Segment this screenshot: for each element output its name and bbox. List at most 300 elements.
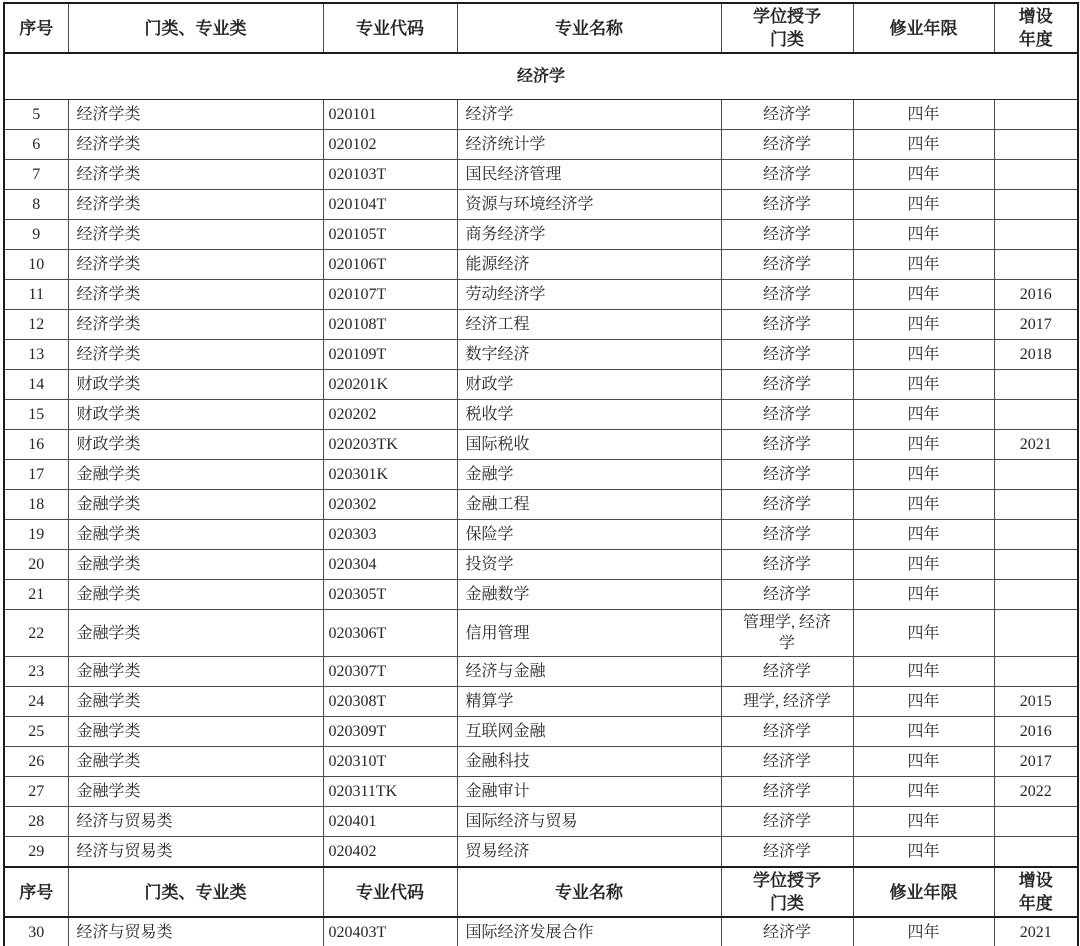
cell-degree	[721, 687, 853, 717]
table-row	[4, 220, 1078, 250]
cell-category	[68, 280, 323, 310]
cell-text: 经济学	[762, 813, 811, 831]
cell-name	[457, 160, 721, 190]
cell-category	[68, 340, 323, 370]
cell-no	[4, 160, 68, 190]
cell-added	[994, 837, 1078, 868]
cell-name	[457, 807, 721, 837]
cell-code	[323, 340, 457, 370]
cell-code	[323, 220, 457, 250]
cell-text: 27	[28, 783, 45, 800]
table-row	[4, 610, 1078, 657]
cell-text: 020301K	[328, 466, 389, 483]
cell-no	[4, 687, 68, 717]
cell-text: 经济学	[762, 136, 811, 154]
cell-years	[853, 717, 994, 747]
cell-text: 四年	[907, 753, 940, 770]
cell-text: 16	[28, 436, 45, 453]
cell-text: 6	[32, 136, 41, 153]
cell-text: 020308T	[328, 693, 387, 710]
cell-text: 经济与贸易类	[76, 924, 173, 941]
table-row	[4, 687, 1078, 717]
table-row	[4, 160, 1078, 190]
cell-text: 财政学类	[76, 376, 141, 393]
table-row	[4, 657, 1078, 687]
cell-no	[4, 657, 68, 687]
cell-category	[68, 310, 323, 340]
cell-text: 经济学类	[76, 346, 141, 363]
cell-text: 四年	[907, 256, 940, 273]
cell-text: 020203TK	[328, 436, 398, 453]
cell-text: 020106T	[328, 256, 387, 273]
table-row	[4, 460, 1078, 490]
cell-text: 2017	[1019, 316, 1052, 333]
cell-text: 国际税收	[465, 436, 530, 453]
cell-code	[323, 190, 457, 220]
cell-added	[994, 310, 1078, 340]
cell-years	[853, 190, 994, 220]
cell-years	[853, 130, 994, 160]
cell-degree	[721, 777, 853, 807]
cell-name	[457, 100, 721, 130]
cell-text: 四年	[907, 693, 940, 710]
table-row	[4, 280, 1078, 310]
cell-years	[853, 550, 994, 580]
table-row	[4, 837, 1078, 868]
cell-no	[4, 777, 68, 807]
cell-code	[323, 610, 457, 657]
cell-text: 经济学	[762, 723, 811, 741]
cell-code	[323, 657, 457, 687]
cell-text: 经济学	[762, 166, 811, 184]
header-category: 门类、专业类	[68, 3, 323, 53]
cell-text: 国际经济发展合作	[465, 924, 594, 941]
table-row	[4, 100, 1078, 130]
cell-no	[4, 220, 68, 250]
cell-text: 理学, 经济学	[742, 693, 831, 711]
cell-text: 9	[32, 226, 41, 243]
cell-name	[457, 130, 721, 160]
cell-text: 四年	[907, 586, 940, 603]
cell-text: 2017	[1019, 753, 1052, 770]
cell-text: 经济学	[762, 316, 811, 334]
cell-no	[4, 190, 68, 220]
cell-code	[323, 520, 457, 550]
cell-text: 17	[28, 466, 45, 483]
cell-added	[994, 917, 1078, 946]
cell-code	[323, 370, 457, 400]
table-row	[4, 717, 1078, 747]
cell-text: 四年	[907, 624, 940, 642]
cell-code	[323, 490, 457, 520]
cell-text: 2016	[1019, 286, 1052, 303]
cell-text: 经济学	[762, 406, 811, 424]
cell-text: 四年	[907, 346, 940, 363]
cell-text: 020309T	[328, 723, 387, 740]
cell-text: 四年	[907, 196, 940, 213]
cell-code	[323, 807, 457, 837]
cell-text: 经济学	[762, 843, 811, 861]
table-row	[4, 917, 1078, 946]
cell-text: 12	[28, 316, 45, 333]
cell-years	[853, 580, 994, 610]
cell-text: 25	[28, 723, 45, 740]
cell-category	[68, 777, 323, 807]
cell-code	[323, 460, 457, 490]
cell-text: 020102	[328, 136, 377, 153]
cell-name	[457, 400, 721, 430]
cell-text: 金融学类	[76, 526, 141, 543]
cell-text: 7	[32, 166, 41, 183]
cell-years	[853, 400, 994, 430]
cell-text: 金融学类	[76, 783, 141, 800]
cell-no	[4, 580, 68, 610]
cell-degree	[721, 490, 853, 520]
cell-text: 30	[28, 924, 45, 941]
cell-years	[853, 687, 994, 717]
cell-text: 020310T	[328, 753, 387, 770]
cell-name	[457, 657, 721, 687]
cell-category	[68, 100, 323, 130]
cell-text: 020302	[328, 496, 377, 513]
header-row	[4, 867, 1078, 917]
cell-text: 四年	[907, 286, 940, 303]
cell-name	[457, 340, 721, 370]
cell-no	[4, 807, 68, 837]
cell-no	[4, 340, 68, 370]
header-category: 门类、专业类	[68, 867, 323, 917]
cell-text: 020307T	[328, 663, 387, 680]
cell-text: 能源经济	[465, 256, 530, 273]
cell-code	[323, 280, 457, 310]
cell-added	[994, 687, 1078, 717]
cell-text: 四年	[907, 813, 940, 830]
cell-years	[853, 777, 994, 807]
cell-no	[4, 717, 68, 747]
cell-code	[323, 837, 457, 868]
cell-name	[457, 490, 721, 520]
cell-text: 财政学类	[76, 436, 141, 453]
table-row	[4, 807, 1078, 837]
cell-degree	[721, 550, 853, 580]
cell-text: 精算学	[465, 693, 514, 710]
header-row	[4, 3, 1078, 53]
cell-text: 资源与环境经济学	[465, 196, 594, 213]
cell-name	[457, 280, 721, 310]
cell-name	[457, 520, 721, 550]
cell-text: 保险学	[465, 526, 514, 543]
cell-text: 四年	[907, 663, 940, 680]
cell-no	[4, 490, 68, 520]
cell-degree	[721, 807, 853, 837]
cell-text: 四年	[907, 436, 940, 453]
cell-category	[68, 520, 323, 550]
cell-text: 金融数学	[465, 586, 530, 603]
cell-text: 国际经济与贸易	[465, 813, 578, 830]
cell-text: 四年	[907, 556, 940, 573]
cell-text: 金融学	[465, 466, 514, 483]
cell-text: 020306T	[328, 624, 387, 642]
table-row	[4, 190, 1078, 220]
cell-text: 020108T	[328, 316, 387, 333]
document-page	[0, 2, 1080, 946]
cell-name	[457, 580, 721, 610]
table-row	[4, 400, 1078, 430]
cell-degree	[721, 100, 853, 130]
cell-category	[68, 747, 323, 777]
cell-text: 020304	[328, 556, 377, 573]
table-row	[4, 520, 1078, 550]
cell-text: 经济学类	[76, 166, 141, 183]
cell-added	[994, 130, 1078, 160]
cell-text: 财政学类	[76, 406, 141, 423]
cell-added	[994, 220, 1078, 250]
cell-text: 23	[28, 663, 45, 680]
cell-years	[853, 460, 994, 490]
cell-text: 金融审计	[465, 783, 530, 800]
cell-name	[457, 370, 721, 400]
cell-text: 020202	[328, 406, 377, 423]
table-row	[4, 490, 1078, 520]
cell-text: 金融学类	[76, 624, 141, 642]
cell-no	[4, 130, 68, 160]
cell-text: 金融学类	[76, 586, 141, 603]
cell-added	[994, 747, 1078, 777]
cell-code	[323, 777, 457, 807]
cell-text: 经济学	[762, 496, 811, 514]
cell-text: 四年	[907, 166, 940, 183]
cell-text: 经济统计学	[465, 136, 546, 153]
cell-text: 经济学	[762, 346, 811, 364]
cell-years	[853, 370, 994, 400]
cell-text: 四年	[907, 466, 940, 483]
cell-text: 经济学	[762, 526, 811, 544]
cell-code	[323, 160, 457, 190]
cell-added	[994, 280, 1078, 310]
cell-degree	[721, 280, 853, 310]
cell-text: 经济学类	[76, 226, 141, 243]
cell-text: 2021	[1019, 436, 1052, 453]
table-row	[4, 340, 1078, 370]
cell-text: 四年	[907, 843, 940, 860]
cell-text: 四年	[907, 136, 940, 153]
cell-text: 28	[28, 813, 45, 830]
cell-text: 金融学类	[76, 663, 141, 680]
cell-degree	[721, 460, 853, 490]
cell-text: 四年	[907, 316, 940, 333]
cell-degree	[721, 130, 853, 160]
cell-name	[457, 250, 721, 280]
table-row	[4, 370, 1078, 400]
cell-years	[853, 610, 994, 657]
cell-code	[323, 717, 457, 747]
cell-text: 020201K	[328, 376, 389, 393]
cell-text: 金融学类	[76, 496, 141, 513]
cell-degree	[721, 340, 853, 370]
cell-text: 财政学	[465, 376, 514, 393]
cell-text: 22	[28, 624, 45, 642]
cell-text: 经济学	[762, 286, 811, 304]
cell-no	[4, 917, 68, 946]
cell-text: 经济学类	[76, 316, 141, 333]
cell-text: 14	[28, 376, 45, 393]
cell-code	[323, 917, 457, 946]
cell-text: 经济学	[762, 466, 811, 484]
cell-text: 19	[28, 526, 45, 543]
cell-degree	[721, 190, 853, 220]
cell-text: 18	[28, 496, 45, 513]
cell-text: 020103T	[328, 166, 387, 183]
cell-added	[994, 190, 1078, 220]
cell-no	[4, 400, 68, 430]
cell-text: 26	[28, 753, 45, 770]
cell-text: 10	[28, 256, 45, 273]
cell-text: 020109T	[328, 346, 387, 363]
cell-text: 四年	[907, 496, 940, 513]
section-label: 经济学	[4, 53, 1078, 100]
cell-name	[457, 747, 721, 777]
cell-text: 国民经济管理	[465, 166, 562, 183]
cell-name	[457, 610, 721, 657]
cell-years	[853, 837, 994, 868]
cell-degree	[721, 917, 853, 946]
cell-text: 经济学	[762, 196, 811, 214]
cell-code	[323, 130, 457, 160]
cell-category	[68, 250, 323, 280]
cell-degree	[721, 220, 853, 250]
cell-text: 投资学	[465, 556, 514, 573]
cell-text: 金融科技	[465, 753, 530, 770]
cell-no	[4, 520, 68, 550]
cell-text: 互联网金融	[465, 723, 546, 740]
cell-added	[994, 100, 1078, 130]
cell-category	[68, 490, 323, 520]
table-row	[4, 580, 1078, 610]
cell-text: 四年	[907, 924, 940, 941]
cell-text: 21	[28, 586, 45, 603]
cell-category	[68, 807, 323, 837]
cell-name	[457, 220, 721, 250]
table-body	[4, 3, 1078, 946]
cell-text: 020107T	[328, 286, 387, 303]
cell-text: 四年	[907, 723, 940, 740]
cell-text: 经济学	[762, 436, 811, 454]
cell-text: 经济学	[762, 663, 811, 681]
cell-text: 020303	[328, 526, 377, 543]
cell-degree	[721, 580, 853, 610]
cell-degree	[721, 400, 853, 430]
cell-text: 020104T	[328, 196, 387, 213]
cell-text: 5	[32, 106, 41, 123]
header-name: 专业名称	[457, 867, 721, 917]
cell-added	[994, 430, 1078, 460]
cell-added	[994, 160, 1078, 190]
cell-code	[323, 550, 457, 580]
cell-name	[457, 430, 721, 460]
header-degree: 学位授予 门类	[721, 867, 853, 917]
cell-text: 经济学	[465, 106, 514, 123]
cell-added	[994, 490, 1078, 520]
cell-text: 经济学	[762, 256, 811, 274]
cell-name	[457, 777, 721, 807]
cell-code	[323, 100, 457, 130]
cell-name	[457, 837, 721, 868]
cell-no	[4, 460, 68, 490]
cell-text: 信用管理	[465, 624, 530, 642]
header-added: 增设 年度	[994, 3, 1078, 53]
cell-years	[853, 250, 994, 280]
cell-added	[994, 807, 1078, 837]
cell-text: 2022	[1019, 783, 1052, 800]
header-name: 专业名称	[457, 3, 721, 53]
cell-text: 020101	[328, 106, 377, 123]
cell-years	[853, 807, 994, 837]
cell-category	[68, 917, 323, 946]
table-row	[4, 747, 1078, 777]
table-row	[4, 777, 1078, 807]
cell-category	[68, 190, 323, 220]
cell-name	[457, 460, 721, 490]
cell-added	[994, 460, 1078, 490]
cell-text: 8	[32, 196, 41, 213]
cell-added	[994, 610, 1078, 657]
cell-text: 管理学, 经济学	[742, 614, 831, 652]
cell-code	[323, 400, 457, 430]
cell-text: 经济学类	[76, 136, 141, 153]
table-row	[4, 130, 1078, 160]
cell-text: 经济学	[762, 924, 811, 942]
cell-text: 经济与贸易类	[76, 843, 173, 860]
cell-degree	[721, 310, 853, 340]
cell-degree	[721, 370, 853, 400]
cell-added	[994, 580, 1078, 610]
table-row	[4, 250, 1078, 280]
cell-text: 经济学类	[76, 256, 141, 273]
cell-text: 四年	[907, 526, 940, 543]
cell-text: 020311TK	[328, 783, 398, 800]
cell-text: 2015	[1019, 693, 1052, 710]
table-row	[4, 550, 1078, 580]
cell-text: 四年	[907, 376, 940, 393]
cell-text: 2018	[1019, 346, 1052, 363]
cell-name	[457, 550, 721, 580]
cell-category	[68, 460, 323, 490]
cell-text: 四年	[907, 106, 940, 123]
header-code: 专业代码	[323, 867, 457, 917]
cell-years	[853, 520, 994, 550]
cell-text: 11	[28, 286, 44, 303]
cell-text: 020401	[328, 813, 377, 830]
cell-category	[68, 717, 323, 747]
cell-text: 20	[28, 556, 45, 573]
header-no: 序号	[4, 3, 68, 53]
cell-text: 四年	[907, 226, 940, 243]
cell-text: 经济学	[762, 556, 811, 574]
header-code: 专业代码	[323, 3, 457, 53]
cell-degree	[721, 837, 853, 868]
cell-text: 经济与金融	[465, 663, 546, 680]
cell-years	[853, 280, 994, 310]
cell-degree	[721, 160, 853, 190]
cell-category	[68, 220, 323, 250]
cell-text: 四年	[907, 783, 940, 800]
cell-text: 金融学类	[76, 466, 141, 483]
cell-no	[4, 610, 68, 657]
cell-added	[994, 717, 1078, 747]
cell-text: 税收学	[465, 406, 514, 423]
cell-text: 经济学	[762, 586, 811, 604]
cell-degree	[721, 250, 853, 280]
